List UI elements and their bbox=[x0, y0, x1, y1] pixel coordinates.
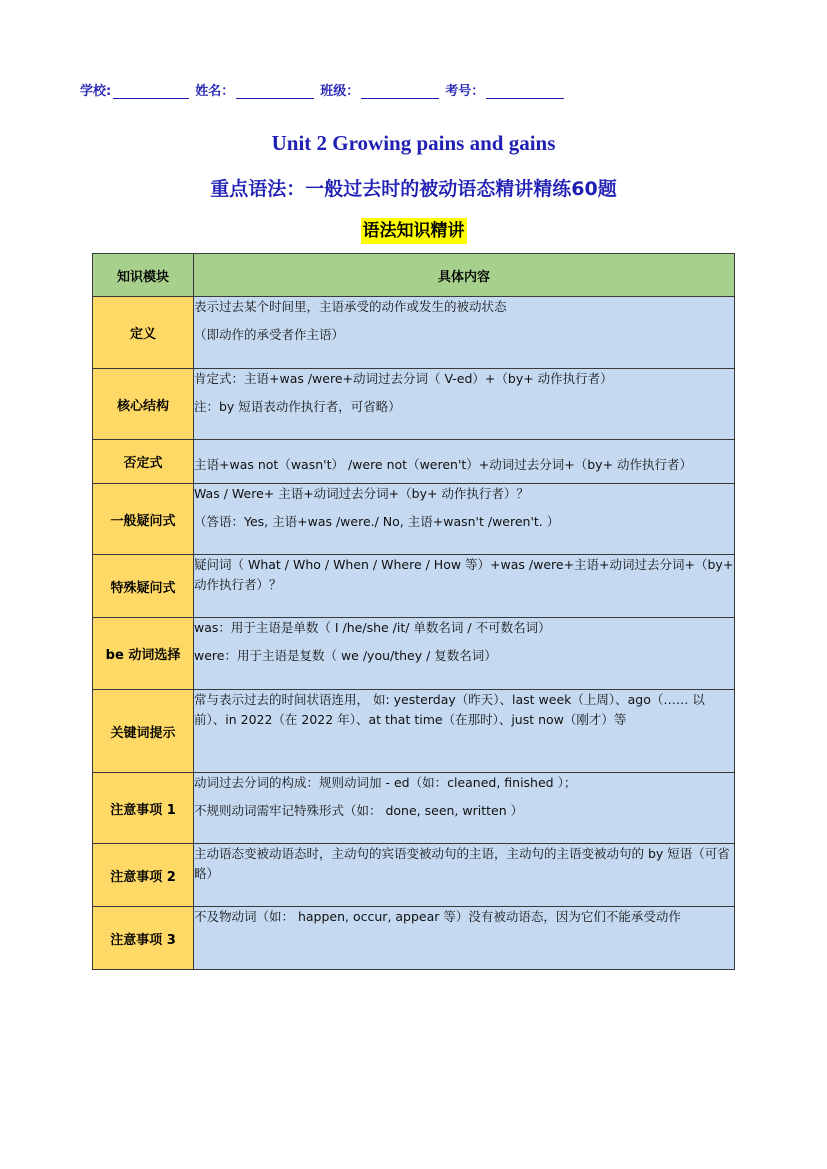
content-cell bbox=[194, 907, 735, 970]
content-cell bbox=[194, 440, 735, 484]
grammar-title: 重点语法：一般过去时的被动语态精讲精练60题 bbox=[210, 178, 617, 200]
content-line: was：用于主语是单数（ I /he/she /it/ 单数名词 / 不可数名词） bbox=[194, 620, 551, 635]
exam-number-field[interactable] bbox=[445, 80, 564, 99]
table-row bbox=[93, 844, 735, 907]
content-line: Was / Were+ 主语+动词过去分词+（by+ 动作执行者）？ bbox=[194, 486, 529, 501]
content-cell bbox=[194, 844, 735, 907]
table-row bbox=[93, 555, 735, 618]
class-blank[interactable] bbox=[361, 84, 439, 99]
header-content: 具体内容 bbox=[194, 254, 735, 297]
table-row bbox=[93, 690, 735, 773]
table-row bbox=[93, 297, 735, 369]
unit-title: Unit 2 Growing pains and gains bbox=[271, 131, 556, 155]
content-line: 主语+was not（wasn't） /were not（weren't）+动词过去分词+（by+ 动作执行者） bbox=[194, 456, 693, 472]
table-row bbox=[93, 907, 735, 970]
student-info-line bbox=[80, 80, 570, 99]
table-row bbox=[93, 484, 735, 555]
content-cell bbox=[194, 773, 735, 844]
module-cell: 核心结构 bbox=[93, 369, 194, 440]
module-cell: 一般疑问式 bbox=[93, 484, 194, 555]
header-module: 知识模块 bbox=[93, 254, 194, 297]
school-field[interactable] bbox=[80, 80, 189, 99]
content-line: 表示过去某个时间里，主语承受的动作或发生的被动状态 bbox=[194, 299, 507, 314]
content-cell bbox=[194, 690, 735, 773]
knowledge-table bbox=[92, 253, 735, 970]
content-cell bbox=[194, 555, 735, 618]
module-cell: be 动词选择 bbox=[93, 618, 194, 690]
section-heading-wrap bbox=[0, 218, 827, 244]
content-cell bbox=[194, 369, 735, 440]
module-cell: 注意事项 1 bbox=[93, 773, 194, 844]
content-text: 主动语态变被动语态时，主动句的宾语变被动句的主语，主动句的主语变被动句的 by 短语（可省略） bbox=[194, 846, 730, 881]
module-cell: 定义 bbox=[93, 297, 194, 369]
content-line: 不规则动词需牢记特殊形式（如： done, seen, written ） bbox=[194, 803, 524, 818]
module-cell: 否定式 bbox=[93, 440, 194, 484]
module-cell: 关键词提示 bbox=[93, 690, 194, 773]
exam-number-label: 考号： bbox=[445, 84, 485, 99]
content-cell bbox=[194, 618, 735, 690]
content-line: 注：by 短语表动作执行者，可省略） bbox=[194, 399, 401, 414]
content-text: 疑问词（ What / Who / When / Where / How 等）+was /were+主语+动词过去分词+（by+ 动作执行者）？ bbox=[194, 557, 734, 592]
module-cell: 特殊疑问式 bbox=[93, 555, 194, 618]
content-line: （答语：Yes, 主语+was /were./ No, 主语+wasn't /weren't. ） bbox=[194, 514, 560, 529]
name-blank[interactable] bbox=[236, 84, 314, 99]
module-cell: 注意事项 3 bbox=[93, 907, 194, 970]
content-line: 动词过去分词的构成：规则动词加 - ed（如：cleaned, finished ）； bbox=[194, 775, 577, 790]
module-cell: 注意事项 2 bbox=[93, 844, 194, 907]
class-label: 班级： bbox=[320, 84, 360, 99]
content-cell bbox=[194, 484, 735, 555]
name-label: 姓名： bbox=[195, 84, 235, 99]
content-text: 常与表示过去的时间状语连用， 如: yesterday（昨天）、last week（上周）、ago（…… 以前）、in 2022（在 2022 年）、at that time（在那时）、just now（刚才）等 bbox=[194, 692, 705, 727]
table-row bbox=[93, 773, 735, 844]
school-blank[interactable] bbox=[113, 84, 189, 99]
table-row bbox=[93, 618, 735, 690]
table-row bbox=[93, 369, 735, 440]
content-line: 肯定式：主语+was /were+动词过去分词（ V-ed）+（by+ 动作执行者） bbox=[194, 371, 613, 386]
content-text: 不及物动词（如： happen, occur, appear 等）没有被动语态，因为它们不能承受动作 bbox=[194, 909, 681, 924]
exam-number-blank[interactable] bbox=[486, 84, 564, 99]
content-cell bbox=[194, 297, 735, 369]
class-field[interactable] bbox=[320, 80, 439, 99]
table-header-row bbox=[93, 254, 735, 297]
content-line: （即动作的承受者作主语） bbox=[194, 327, 345, 342]
content-line: were：用于主语是复数（ we /you/they / 复数名词） bbox=[194, 648, 497, 663]
name-field[interactable] bbox=[195, 80, 314, 99]
school-label: 学校: bbox=[80, 84, 112, 99]
table-row bbox=[93, 440, 735, 484]
section-heading: 语法知识精讲 bbox=[361, 218, 467, 244]
